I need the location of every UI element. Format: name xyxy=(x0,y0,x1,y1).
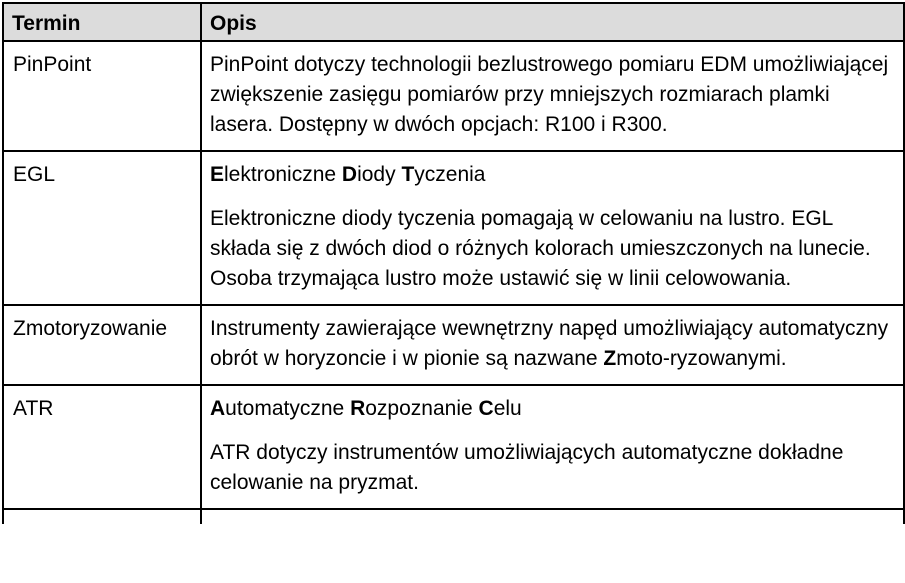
description-text: yczenia xyxy=(414,163,486,186)
table-row xyxy=(3,305,904,385)
description-paragraph xyxy=(210,438,895,498)
emphasized-letter: C xyxy=(478,397,494,420)
emphasized-letter: Z xyxy=(603,347,617,370)
description-cell xyxy=(201,385,904,509)
description-text: Instrumenty zawierające wewnętrzny napęd umożliwiający automatyczny obrót w horyzoncie i w pionie są nazwane xyxy=(210,317,889,370)
emphasized-letter: A xyxy=(210,397,226,420)
description-text: Elektroniczne diody tyczenia pomagają w celowaniu na lustro. EGL składa się z dwóch diod o różnych kolorach umieszczonych na lunecie. Osoba trzymająca lustro może ustawić się w linii celowowania. xyxy=(210,207,871,290)
description-cell xyxy=(201,305,904,385)
term-cell: EGL xyxy=(3,151,201,305)
description-text: lektroniczne xyxy=(224,163,342,186)
emphasized-letter: E xyxy=(210,163,225,186)
description-text: iody xyxy=(357,163,402,186)
term-cell: PinPoint xyxy=(3,41,201,151)
header-row xyxy=(3,3,904,41)
emphasized-letter: T xyxy=(401,163,415,186)
glossary-table xyxy=(2,2,905,524)
description-cell xyxy=(201,41,904,151)
description-text: ATR dotyczy instrumentów umożliwiających automatyczne dokładne celowanie na pryzmat. xyxy=(210,441,844,494)
description-text: PinPoint dotyczy technologii bezlustrowego pomiaru EDM umożliwiającej zwiększenie zasięgu pomiarów przy mniejszych rozmiarach plamki lasera. Dostępny w dwóch opcjach: R100 i R300. xyxy=(210,53,889,136)
description-paragraph xyxy=(210,314,895,374)
emphasized-letter: D xyxy=(341,163,358,186)
empty-cell xyxy=(201,509,904,524)
description-paragraph xyxy=(210,204,895,294)
header-description: Opis xyxy=(201,3,904,41)
description-cell xyxy=(201,151,904,305)
empty-cell xyxy=(3,509,201,524)
description-paragraph xyxy=(210,160,895,190)
emphasized-letter: R xyxy=(350,397,366,420)
description-text: ozpoznanie xyxy=(365,397,479,420)
description-text: elu xyxy=(493,397,522,420)
description-paragraph xyxy=(210,50,895,140)
description-text: moto-ryzowanymi. xyxy=(616,347,787,370)
header-term: Termin xyxy=(3,3,201,41)
term-cell: ATR xyxy=(3,385,201,509)
table-row-partial xyxy=(3,509,904,524)
description-paragraph xyxy=(210,394,895,424)
term-cell: Zmotoryzowanie xyxy=(3,305,201,385)
table-row xyxy=(3,151,904,305)
description-text: utomatyczne xyxy=(225,397,351,420)
table-row xyxy=(3,385,904,509)
table-row xyxy=(3,41,904,151)
